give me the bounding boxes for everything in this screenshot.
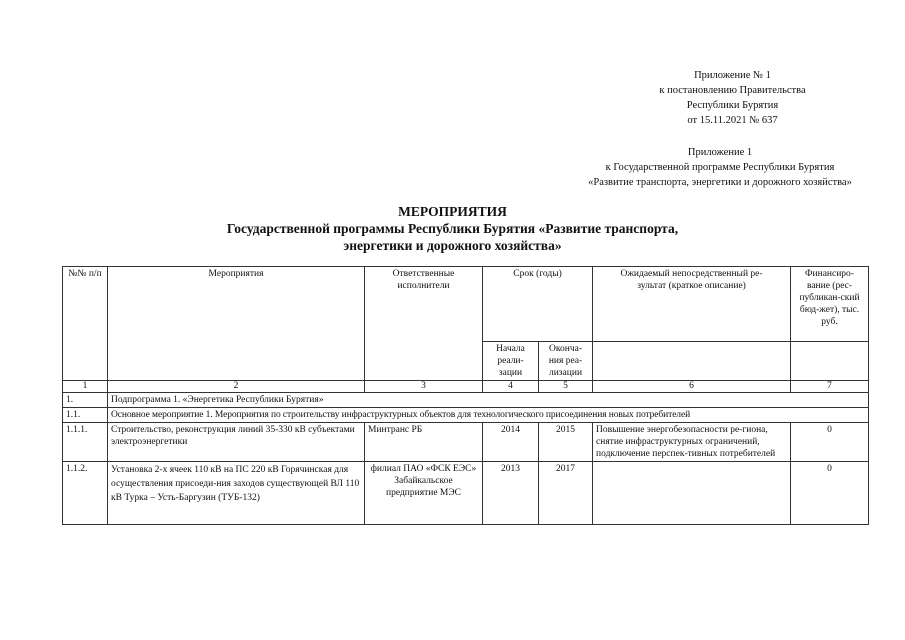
document-title [100,203,805,254]
title-line-1: МЕРОПРИЯТИЯ [398,204,507,219]
row-num: 1.1.2. [63,462,108,525]
row-responsible: Минтранс РБ [365,423,483,462]
col-number: 7 [791,381,869,393]
main-event-num: 1.1. [63,408,108,423]
header-event: Мероприятия [108,267,365,381]
header-finance-empty [791,342,869,381]
col-number: 4 [483,381,539,393]
row-end: 2015 [539,423,593,462]
row-finance: 0 [791,423,869,462]
appendix-1-block [635,68,830,128]
appendix-2-block [540,145,900,190]
appendix-2-line-2: к Государственной программе Республики Бурятия [605,162,835,173]
row-num: 1.1.1. [63,423,108,462]
col-number: 6 [593,381,791,393]
title-line-2: Государственной программы Республики Бурятия «Развитие транспорта, [226,221,679,236]
col-number: 5 [539,381,593,393]
header-responsible: Ответственные исполнители [365,267,483,381]
title-line-3: энергетики и дорожного хозяйства» [343,238,562,253]
appendix-1-line-2: к постановлению Правительства [659,85,806,96]
header-term: Срок (годы) [483,267,593,342]
row-result [593,462,791,525]
row-start: 2013 [483,462,539,525]
appendix-1-line-3: Республики Бурятия [686,100,779,111]
header-end: Оконча-ния реа-лизации [539,342,593,381]
col-number: 1 [63,381,108,393]
appendix-2-line-3: «Развитие транспорта, энергетики и дорожного хозяйства» [588,177,852,188]
subprogram-text: Подпрограмма 1. «Энергетика Республики Бурятия» [108,393,869,408]
header-row-1 [63,267,869,342]
row-responsible: филиал ПАО «ФСК ЕЭС» Забайкальское предприятие МЭС [365,462,483,525]
col-number: 3 [365,381,483,393]
column-numbers-row [63,381,869,393]
events-table [62,266,869,525]
subprogram-num: 1. [63,393,108,408]
table-row [63,423,869,462]
subprogram-row [63,393,869,408]
row-finance: 0 [791,462,869,525]
row-event: Установка 2-х ячеек 110 кВ на ПС 220 кВ Горячинская для осуществления присоеди-ния заходов существующей ВЛ 110 кВ Турка – Усть-Баргузин (ТУБ-132) [108,462,365,525]
main-event-text: Основное мероприятие 1. Мероприятия по строительству инфраструктурных объектов для технологического присоединения новых потребителей [108,408,869,423]
header-result-empty [593,342,791,381]
main-event-row [63,408,869,423]
row-end: 2017 [539,462,593,525]
header-num: №№ п/п [63,267,108,381]
header-result: Ожидаемый непосредственный ре-зультат (краткое описание) [593,267,791,342]
appendix-1-line-1: Приложение № 1 [694,70,771,81]
header-start: Начала реали-зации [483,342,539,381]
header-finance: Финансиро-вание (рес-публикан-ский бюд-жет), тыс. руб. [791,267,869,342]
appendix-1-line-4: от 15.11.2021 № 637 [687,115,778,126]
table-row [63,462,869,525]
row-result: Повышение энергобезопасности ре-гиона, снятие инфраструктурных ограничений, подключение перспек-тивных потребителей [593,423,791,462]
row-event: Строительство, реконструкция линий 35-330 кВ субъектами электроэнергетики [108,423,365,462]
row-start: 2014 [483,423,539,462]
appendix-2-line-1: Приложение 1 [687,147,753,158]
col-number: 2 [108,381,365,393]
